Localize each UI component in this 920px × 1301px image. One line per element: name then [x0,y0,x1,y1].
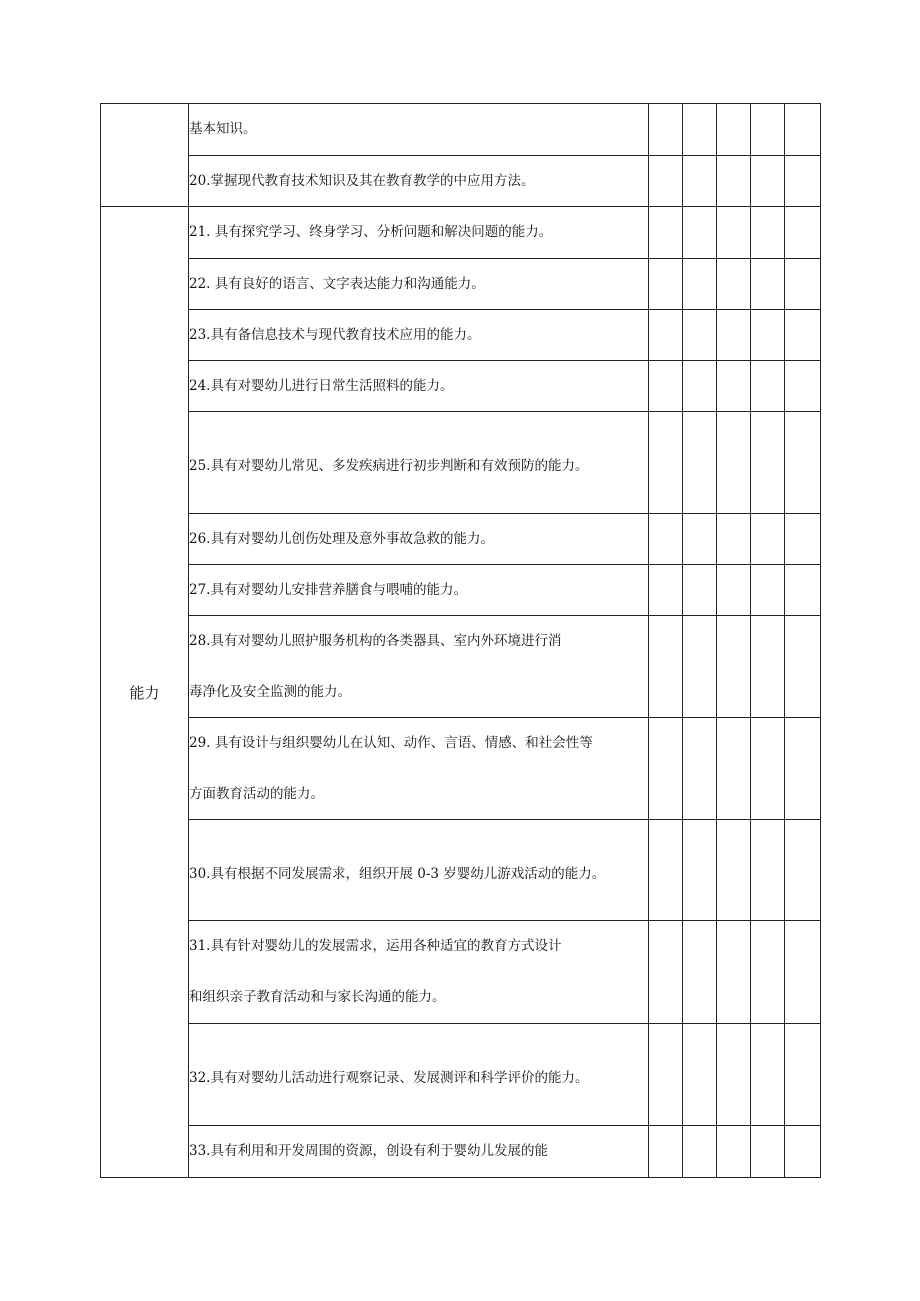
rating-cell[interactable] [785,616,821,718]
item-text-line: 毒净化及安全监测的能力。 [189,683,351,700]
item-text-line: 20.掌握现代教育技术知识及其在教育教学的中应用方法。 [189,172,535,189]
rating-cell[interactable] [717,514,751,565]
rating-cell[interactable] [717,565,751,616]
rating-cell[interactable] [717,412,751,514]
rating-cell[interactable] [785,361,821,412]
rating-cell[interactable] [751,820,785,921]
table-row [101,412,821,514]
table-row [101,156,821,207]
rating-cell[interactable] [683,514,717,565]
item-text-line: 30.具有根据不同发展需求，组织开展 0-3 岁婴幼儿游戏活动的能力。 [189,865,606,882]
rating-cell[interactable] [649,718,683,820]
rating-cell[interactable] [785,104,821,156]
rating-cell[interactable] [785,207,821,259]
item-cell [189,412,649,514]
item-text-line: 方面教育活动的能力。 [189,785,324,802]
item-cell [189,207,649,259]
item-cell [189,361,649,412]
item-text-line: 26.具有对婴幼儿创伤处理及意外事故急救的能力。 [189,530,494,547]
item-text-line: 和组织亲子教育活动和与家长沟通的能力。 [189,989,446,1005]
category-label: 能力 [129,683,160,702]
rating-cell[interactable] [649,921,683,1024]
table-row [101,718,821,820]
item-text-line: 28.具有对婴幼儿照护服务机构的各类器具、室内外环境进行消 [189,632,562,649]
rating-cell[interactable] [683,921,717,1024]
table-row [101,310,821,361]
rating-cell[interactable] [649,104,683,156]
table-row [101,1024,821,1126]
table-row [101,921,821,1024]
rating-cell[interactable] [785,259,821,310]
table-row [101,104,821,156]
rating-cell[interactable] [683,361,717,412]
item-text-line: 24.具有对婴幼儿进行日常生活照料的能力。 [189,377,454,394]
rating-cell[interactable] [649,156,683,207]
rating-cell[interactable] [785,1024,821,1126]
rating-cell[interactable] [649,514,683,565]
rating-cell[interactable] [785,514,821,565]
rating-cell[interactable] [785,310,821,361]
rating-cell[interactable] [649,1024,683,1126]
table-row [101,514,821,565]
item-cell [189,1126,649,1178]
item-cell [189,1024,649,1126]
rating-cell[interactable] [717,718,751,820]
item-text-line: 29. 具有设计与组织婴幼儿在认知、动作、言语、情感、和社会性等 [189,734,593,751]
rating-cell[interactable] [717,1126,751,1178]
rating-cell[interactable] [751,565,785,616]
rating-cell[interactable] [751,259,785,310]
table-row [101,1126,821,1178]
rating-cell[interactable] [785,412,821,514]
table-row [101,361,821,412]
rating-cell[interactable] [751,1126,785,1178]
table-row [101,565,821,616]
table-row [101,259,821,310]
category-cell-ability [101,207,189,1178]
rating-cell[interactable] [649,207,683,259]
rating-cell[interactable] [683,565,717,616]
rating-cell[interactable] [649,565,683,616]
item-text-line: 27.具有对婴幼儿安排营养膳食与喂哺的能力。 [189,581,467,598]
rating-cell[interactable] [717,361,751,412]
item-text-line: 32.具有对婴幼儿活动进行观察记录、发展测评和科学评价的能力。 [189,1070,589,1086]
rating-cell[interactable] [751,514,785,565]
item-cell [189,820,649,921]
rating-cell[interactable] [751,718,785,820]
rating-cell[interactable] [751,921,785,1024]
rating-cell[interactable] [717,104,751,156]
rating-cell[interactable] [683,412,717,514]
rating-cell[interactable] [683,207,717,259]
rating-cell[interactable] [649,412,683,514]
rating-cell[interactable] [717,616,751,718]
rating-cell[interactable] [649,259,683,310]
item-text-line: 22. 具有良好的语言、文字表达能力和沟通能力。 [189,275,485,292]
item-cell [189,104,649,156]
rating-cell[interactable] [751,104,785,156]
rating-cell[interactable] [717,259,751,310]
rating-cell[interactable] [751,310,785,361]
rating-cell[interactable] [649,820,683,921]
item-text-line: 31.具有针对婴幼儿的发展需求，运用各种适宜的教育方式设计 [189,938,562,954]
item-cell [189,565,649,616]
rating-cell[interactable] [717,1024,751,1126]
item-text-line: 21. 具有探究学习、终身学习、分析问题和解决问题的能力。 [189,224,553,240]
item-cell [189,310,649,361]
rating-cell[interactable] [683,259,717,310]
rating-cell[interactable] [649,310,683,361]
item-cell [189,156,649,207]
item-text-line: 23.具有备信息技术与现代教育技术应用的能力。 [189,326,481,343]
rating-cell[interactable] [717,207,751,259]
rating-cell[interactable] [751,412,785,514]
item-cell [189,921,649,1024]
item-text-line: 33.具有利用和开发周围的资源，创设有利于婴幼儿发展的能 [189,1143,548,1159]
table-row [101,820,821,921]
rating-cell[interactable] [717,156,751,207]
rating-cell[interactable] [683,310,717,361]
rating-cell[interactable] [717,310,751,361]
rating-cell[interactable] [649,616,683,718]
rating-cell[interactable] [785,921,821,1024]
rating-cell[interactable] [683,1024,717,1126]
item-text-line: 基本知识。 [189,121,257,137]
rating-cell[interactable] [751,207,785,259]
rating-cell[interactable] [683,616,717,718]
table-row [101,207,821,259]
rating-cell[interactable] [649,1126,683,1178]
rating-cell[interactable] [649,361,683,412]
category-cell-knowledge [101,104,189,207]
item-cell [189,514,649,565]
item-cell [189,616,649,718]
rating-cell[interactable] [683,820,717,921]
rating-cell[interactable] [751,616,785,718]
rating-cell[interactable] [683,104,717,156]
rating-cell[interactable] [785,1126,821,1178]
rating-cell[interactable] [751,1024,785,1126]
table-row [101,616,821,718]
item-cell [189,718,649,820]
rating-cell[interactable] [785,718,821,820]
rating-cell[interactable] [717,820,751,921]
rating-cell[interactable] [683,718,717,820]
rating-cell[interactable] [717,921,751,1024]
item-text-line: 25.具有对婴幼儿常见、多发疾病进行初步判断和有效预防的能力。 [189,458,589,474]
rating-cell[interactable] [785,565,821,616]
item-cell [189,259,649,310]
rating-cell[interactable] [785,820,821,921]
rating-cell[interactable] [751,156,785,207]
rating-cell[interactable] [683,1126,717,1178]
rating-cell[interactable] [683,156,717,207]
evaluation-table [100,103,821,1178]
rating-cell[interactable] [785,156,821,207]
rating-cell[interactable] [751,361,785,412]
